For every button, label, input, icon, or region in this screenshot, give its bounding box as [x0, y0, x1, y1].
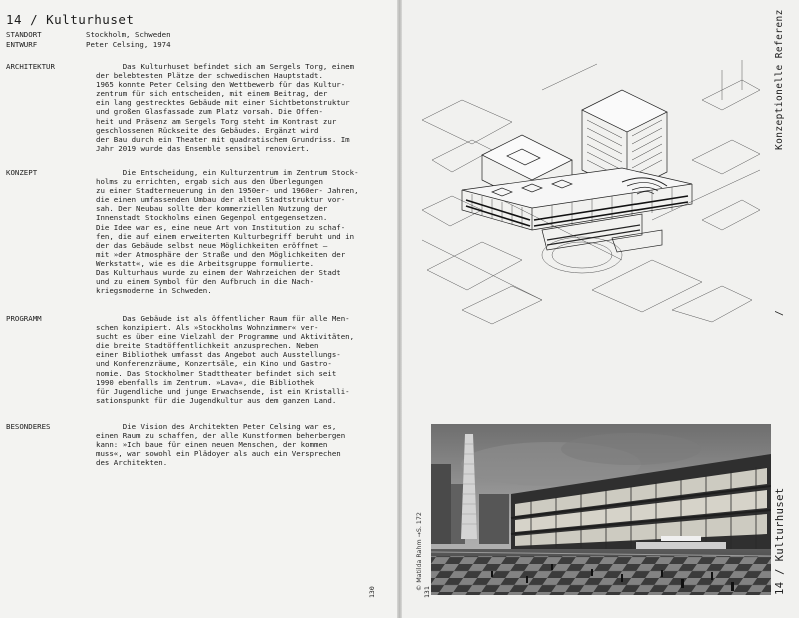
section-text-programm — [96, 314, 396, 405]
side-label-top: Konzeptionelle Referenz — [774, 9, 785, 150]
page-number-left: 130 — [368, 586, 376, 598]
photo-credit: © Matilda Rahm →S. 172 — [416, 512, 423, 591]
text-line: kann: »Ich baue für einen neuen Menschen, der kommen — [96, 440, 328, 450]
text-line: sah. Der Neubau sollte der kommerziellen Nutzung der — [96, 204, 328, 214]
text-line: sationspunkt für die Jugendkultur aus dem ganzen Land. — [96, 395, 337, 405]
text-line: ein lang gestrecktes Gebäude mit einer Sichtbetonstruktur — [96, 98, 350, 108]
meta-label-entwurf: ENTWURF — [6, 40, 38, 49]
text-line: 1990 ebenfalls im Zentrum. »Lava«, die Bibliothek — [96, 377, 315, 387]
text-line: Das Kulturhaus wurde zu einem der Wahrzeichen der Stadt — [96, 268, 341, 278]
meta-label-standort: STANDORT — [6, 30, 42, 39]
text-line: geschlossenen Rückseite des Gebäudes. Ergänzt wird — [96, 125, 319, 135]
side-slash: / — [774, 309, 785, 316]
axonometric-drawing — [422, 60, 762, 330]
text-line: Das Kulturhuset befindet sich am Sergels Torg, einem — [96, 62, 355, 71]
meta-value-entwurf: Peter Celsing, 1974 — [86, 40, 171, 49]
text-line: Die Vision des Architekten Peter Celsing war es, — [96, 422, 337, 431]
meta-value-standort: Stockholm, Schweden — [86, 30, 171, 39]
text-line: nomie. Das Stockholmer Stadttheater befindet sich seit — [96, 368, 337, 378]
text-line: Innenstadt Stockholms einen Gegenpol entgegensetzen. — [96, 213, 328, 223]
page-number-right: 131 — [423, 586, 431, 598]
left-page — [0, 0, 397, 618]
text-line: der das Gebäude selbst neue Möglichkeiten eröffnet – — [96, 240, 328, 250]
text-line: der Bau durch ein Theater mit quadratischem Grundriss. Im — [96, 134, 350, 144]
text-line: der belebtesten Plätze der schwedischen Hauptstadt. — [96, 71, 323, 81]
page-title: 14 / Kulturhuset — [6, 12, 135, 27]
text-line: Die Entscheidung, ein Kulturzentrum im Zentrum Stock- — [96, 168, 359, 177]
text-line: Das Gebäude ist als öffentlicher Raum für alle Men- — [96, 314, 350, 323]
text-line: und großen Glasfassade zum Platz vorsah. Die Offen- — [96, 107, 323, 117]
text-line: mit »der Atmosphäre der Straße und den Möglichkeiten der — [96, 249, 346, 259]
text-line: die breite Stadtöffentlichkeit anzusprechen. Neben — [96, 341, 319, 351]
text-line: zentrum für sich entscheiden, mit einem Beitrag, der — [96, 89, 328, 99]
text-line: heit und Präsenz am Sergels Torg steht im Kontrast zur — [96, 116, 337, 126]
meta-values — [86, 30, 171, 50]
text-line: holms zu errichten, ergab sich aus den Überlegungen — [96, 177, 323, 187]
section-label-konzept: KONZEPT — [6, 168, 38, 177]
section-text-besonderes — [96, 422, 396, 467]
section-text-architektur — [96, 62, 396, 153]
kulturhuset-photo — [431, 424, 771, 595]
text-line: sucht es über eine Vielzahl der Programme und Aktivitäten, — [96, 332, 355, 342]
text-line: Werkstatt«, wie es die Arbeitsgruppe formulierte. — [96, 258, 315, 268]
text-line: einer Bibliothek umfasst das Angebot auch Ausstellungs- — [96, 350, 341, 360]
text-line: zu einer Stadterneuerung in den 1950er- und 1960er- Jahren, — [96, 186, 359, 196]
side-label-bottom: 14 / Kulturhuset — [774, 487, 786, 595]
text-line: und Konferenzräume, Konzertsäle, ein Kino und Gastro- — [96, 359, 332, 369]
text-line: für Jugendliche und junge Erwachsende, ist ein Kristalli- — [96, 386, 350, 396]
section-label-architektur: ARCHITEKTUR — [6, 62, 55, 71]
text-line: die einen umfassenden Umbau der alten Stadtstruktur vor- — [96, 195, 346, 205]
text-line: kriegsmoderne in Schweden. — [96, 286, 212, 296]
text-line: Jahr 2019 wurde das Ensemble sensibel renoviert. — [96, 143, 310, 153]
meta-labels — [6, 30, 42, 50]
text-line: fen, die auf einem erweiterten Kulturbegriff beruht und in — [96, 231, 355, 241]
text-line: des Architekten. — [96, 458, 168, 468]
section-label-besonderes: BESONDERES — [6, 422, 51, 431]
text-line: schen konzipiert. Als »Stockholms Wohnzimmer« ver- — [96, 323, 319, 333]
text-line: und zu einem Symbol für den Aufbruch in die Nach- — [96, 277, 315, 287]
text-line: einen Raum zu schaffen, der alle Kunstformen beherbergen — [96, 431, 346, 441]
section-label-programm: PROGRAMM — [6, 314, 42, 323]
text-line: Die Idee war es, eine neue Art von Institution zu schaf- — [96, 222, 346, 232]
section-text-konzept — [96, 168, 396, 295]
text-line: 1965 konnte Peter Celsing den Wettbewerb für das Kultur- — [96, 80, 346, 90]
right-page — [402, 0, 799, 618]
text-line: muss«, war sowohl ein Plädoyer als auch ein Versprechen — [96, 449, 341, 459]
